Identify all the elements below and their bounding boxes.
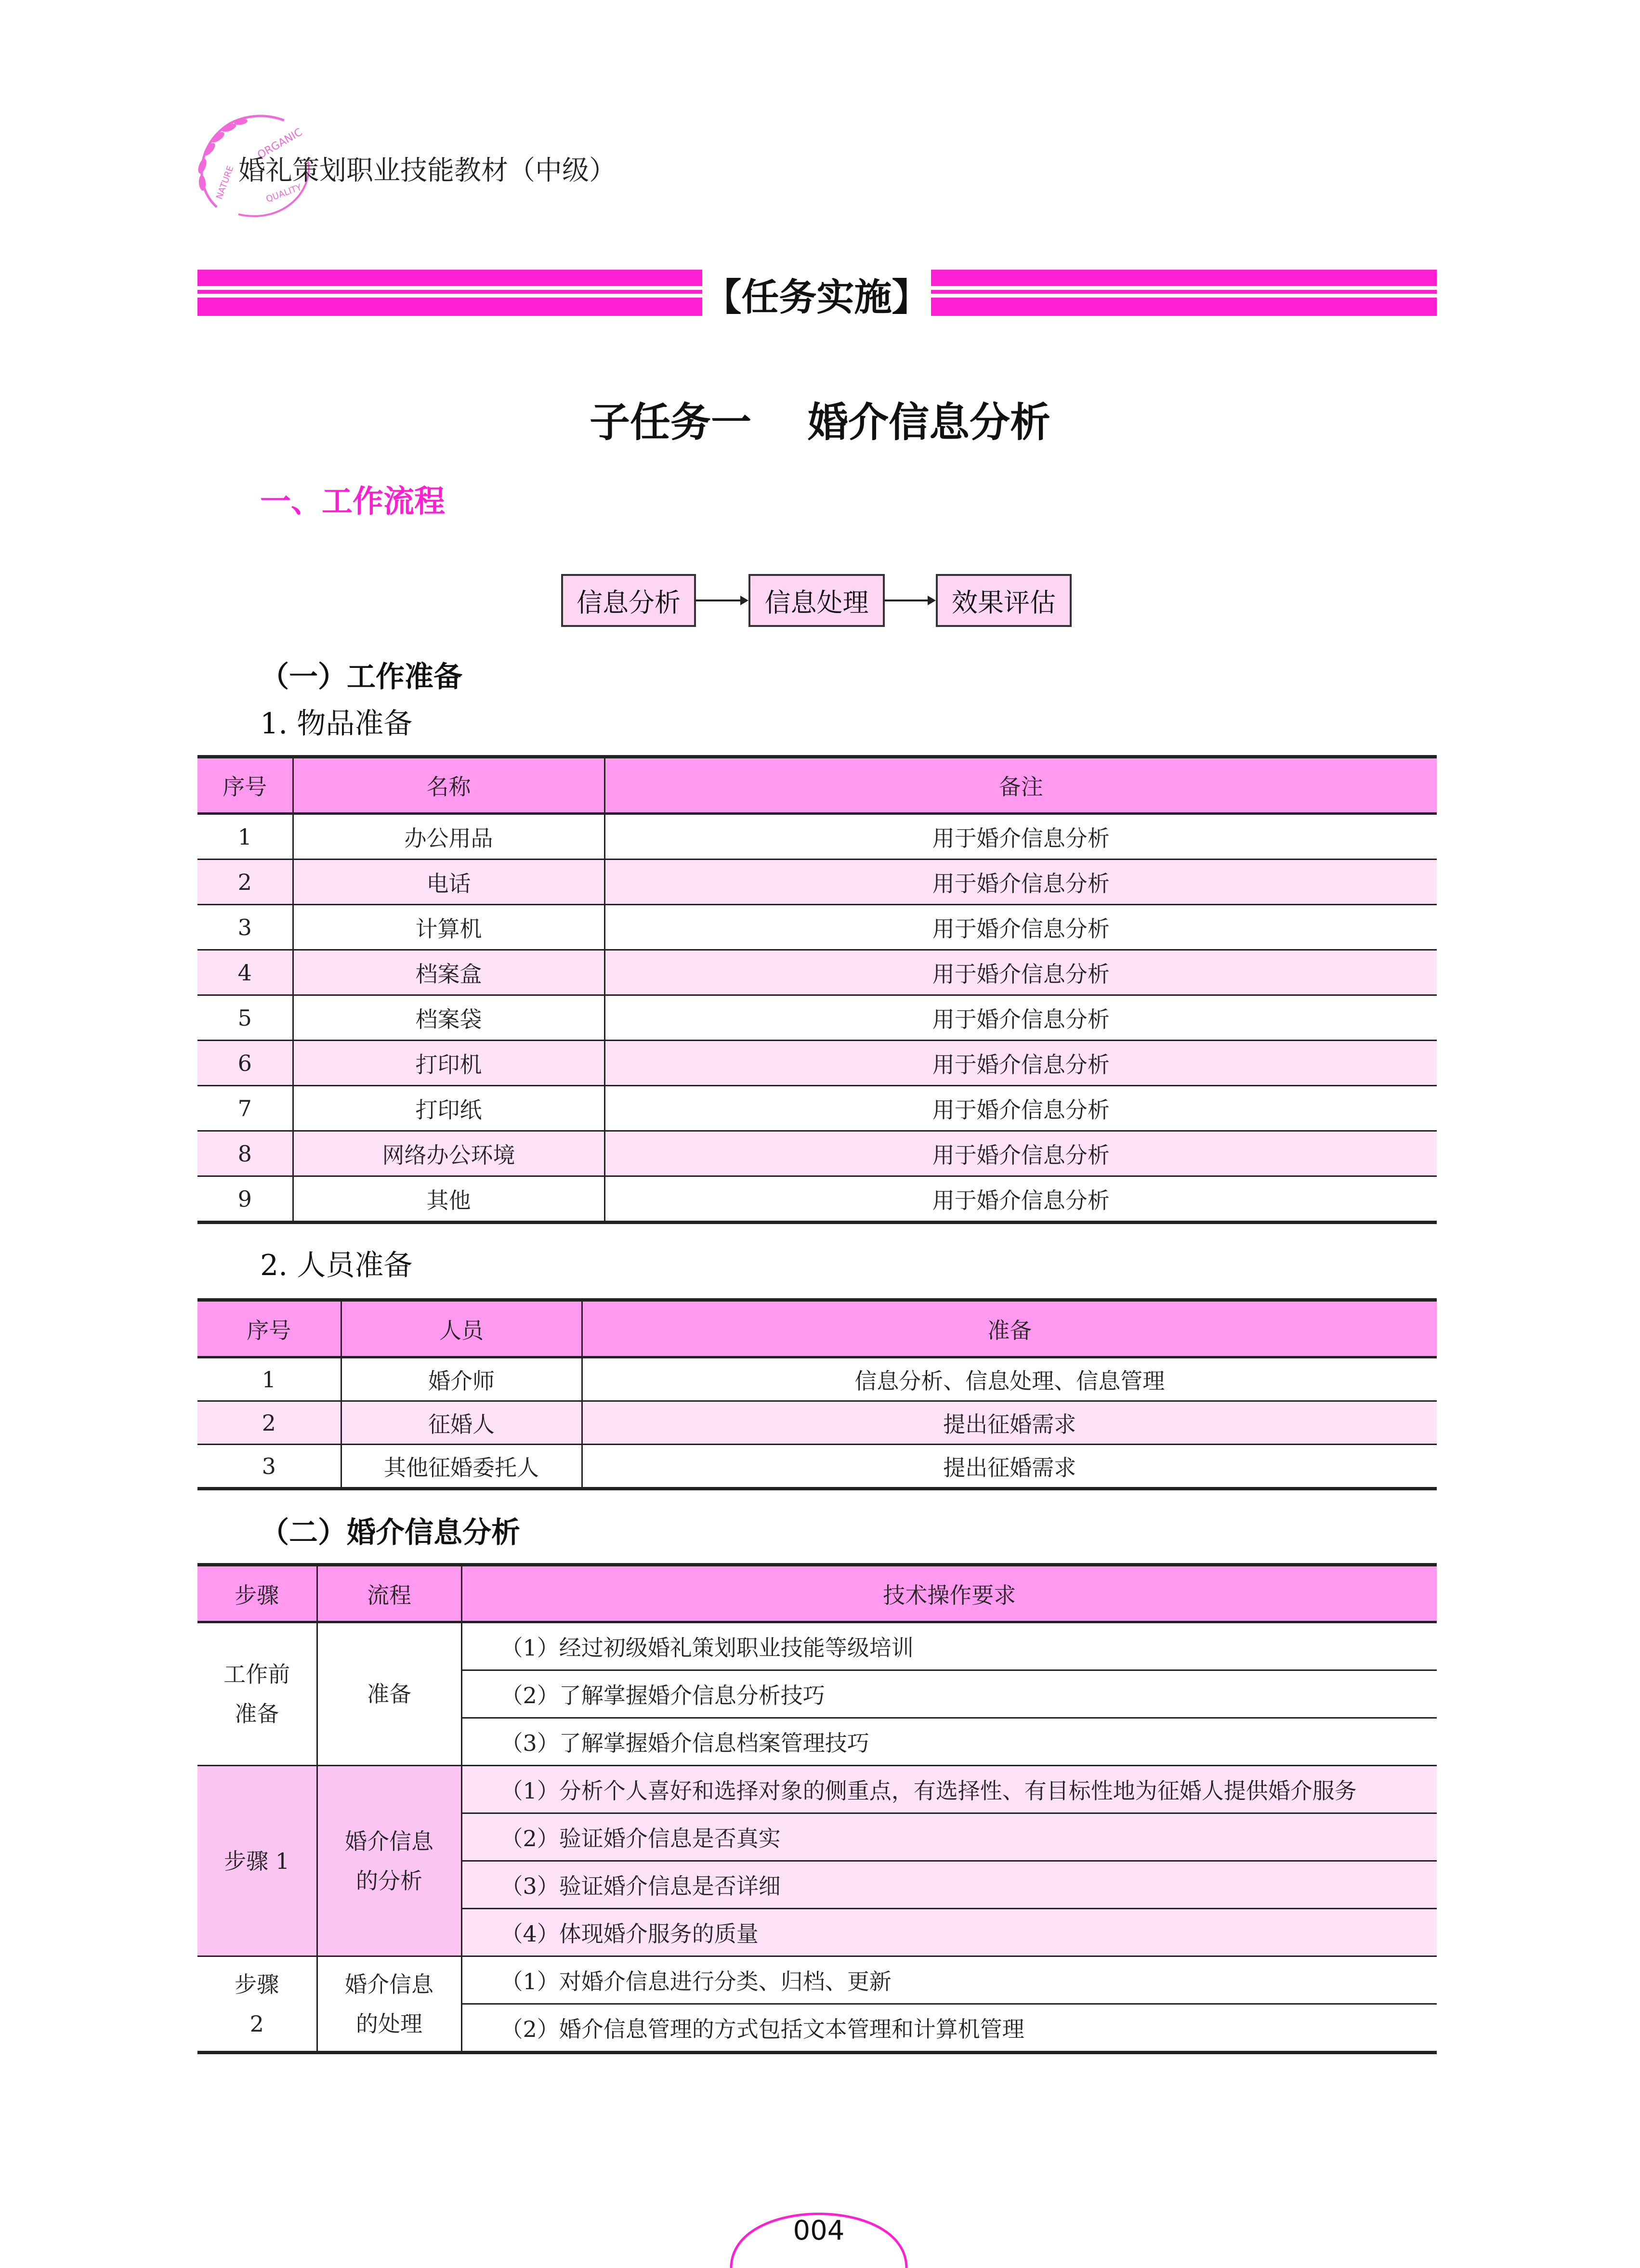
table-row (197, 905, 1437, 950)
table-cell: 6 (197, 1041, 293, 1086)
items-table (197, 755, 1437, 1224)
requirement-cell: （1）分析个人喜好和选择对象的侧重点，有选择性、有目标性地为征婚人提供婚介服务 (461, 1766, 1437, 1813)
table-cell: 用于婚介信息分析 (604, 814, 1437, 860)
requirement-cell: （1）经过初级婚礼策划职业技能等级培训 (461, 1622, 1437, 1670)
table-cell: 用于婚介信息分析 (604, 995, 1437, 1041)
table-row (197, 1041, 1437, 1086)
requirement-cell: （2）婚介信息管理的方式包括文本管理和计算机管理 (461, 2004, 1437, 2053)
table-row (197, 995, 1437, 1041)
table-cell: 计算机 (293, 905, 604, 950)
header-cell: 名称 (293, 757, 604, 814)
subtask-title: 子任务一 婚介信息分析 (590, 398, 1050, 446)
requirement-cell: （2）了解掌握婚介信息分析技巧 (461, 1670, 1437, 1718)
table-cell: 用于婚介信息分析 (604, 860, 1437, 905)
table-cell: 用于婚介信息分析 (604, 1086, 1437, 1131)
table-cell: 2 (197, 860, 293, 905)
header-cell: 序号 (197, 757, 293, 814)
requirement-cell: （1）对婚介信息进行分类、归档、更新 (461, 1956, 1437, 2004)
table-cell: 7 (197, 1086, 293, 1131)
header-cell: 人员 (341, 1300, 582, 1357)
header-cell: 准备 (582, 1300, 1437, 1357)
heading-work-prep: （一）工作准备 (260, 660, 462, 694)
operations-table (197, 1563, 1437, 2054)
flow-step-box: 信息分析 (561, 574, 696, 627)
banner-title: 【任务实施】 (704, 276, 930, 319)
heading-items-prep: 1. 物品准备 (260, 707, 413, 741)
requirement-cell: （3）验证婚介信息是否详细 (461, 1861, 1437, 1909)
table-cell: 提出征婚需求 (582, 1445, 1437, 1489)
table-cell: 用于婚介信息分析 (604, 950, 1437, 995)
table-row (197, 1131, 1437, 1176)
table-row (197, 950, 1437, 995)
heading-analysis: （二）婚介信息分析 (260, 1516, 520, 1550)
table-cell: 档案袋 (293, 995, 604, 1041)
flow-arrow-icon (696, 593, 748, 608)
table-cell: 用于婚介信息分析 (604, 1041, 1437, 1086)
flow-step-box: 信息处理 (748, 574, 885, 627)
svg-text:QUALITY: QUALITY (264, 182, 303, 205)
table-cell: 办公用品 (293, 814, 604, 860)
table-cell: 用于婚介信息分析 (604, 1131, 1437, 1176)
table-cell: 8 (197, 1131, 293, 1176)
table-cell: 信息分析、信息处理、信息管理 (582, 1357, 1437, 1401)
staff-table (197, 1298, 1437, 1490)
table-cell: 4 (197, 950, 293, 995)
header-cell: 序号 (197, 1300, 341, 1357)
table-row (197, 1086, 1437, 1131)
requirement-cell: （4）体现婚介服务的质量 (461, 1909, 1437, 1956)
table-row (197, 1357, 1437, 1401)
table-row (197, 1622, 1437, 1670)
table-cell: 用于婚介信息分析 (604, 1176, 1437, 1223)
flow-arrow-icon (885, 593, 936, 608)
svg-text:NATURE: NATURE (214, 164, 236, 201)
section-heading-workflow: 一、工作流程 (260, 484, 445, 520)
table-cell: 提出征婚需求 (582, 1401, 1437, 1445)
banner-stripe-left (197, 270, 702, 316)
table-row (197, 1445, 1437, 1489)
table-cell: 9 (197, 1176, 293, 1223)
book-title: 婚礼策划职业技能教材（中级） (238, 155, 616, 186)
process-cell: 婚介信息 的分析 (317, 1766, 461, 1956)
table-row (197, 814, 1437, 860)
table-cell: 3 (197, 905, 293, 950)
table-row (197, 860, 1437, 905)
header-cell: 步骤 (197, 1565, 317, 1622)
table-cell: 征婚人 (341, 1401, 582, 1445)
flow-step-box: 效果评估 (936, 574, 1072, 627)
header-cell: 流程 (317, 1565, 461, 1622)
table-header-row (197, 1565, 1437, 1622)
table-cell: 电话 (293, 860, 604, 905)
table-cell: 档案盒 (293, 950, 604, 995)
requirement-cell: （2）验证婚介信息是否真实 (461, 1813, 1437, 1861)
step-cell: 工作前 准备 (197, 1622, 317, 1766)
table-cell: 3 (197, 1445, 341, 1489)
header-cell: 备注 (604, 757, 1437, 814)
table-cell: 婚介师 (341, 1357, 582, 1401)
table-header-row (197, 757, 1437, 814)
table-row (197, 1766, 1437, 1813)
header-cell: 技术操作要求 (461, 1565, 1437, 1622)
table-row (197, 1956, 1437, 2004)
table-cell: 打印纸 (293, 1086, 604, 1131)
page-number: 004 (793, 2215, 845, 2246)
table-cell: 打印机 (293, 1041, 604, 1086)
table-cell: 用于婚介信息分析 (604, 905, 1437, 950)
table-cell: 其他征婚委托人 (341, 1445, 582, 1489)
table-header-row (197, 1300, 1437, 1357)
table-cell: 网络办公环境 (293, 1131, 604, 1176)
table-row (197, 1401, 1437, 1445)
banner-stripe-right (931, 270, 1437, 316)
requirement-cell: （3）了解掌握婚介信息档案管理技巧 (461, 1718, 1437, 1766)
step-cell: 步骤 2 (197, 1956, 317, 2053)
table-row (197, 1176, 1437, 1223)
table-cell: 1 (197, 814, 293, 860)
process-cell: 婚介信息 的处理 (317, 1956, 461, 2053)
svg-text:ORGANIC: ORGANIC (255, 126, 305, 162)
table-cell: 其他 (293, 1176, 604, 1223)
table-cell: 5 (197, 995, 293, 1041)
process-cell: 准备 (317, 1622, 461, 1766)
table-cell: 2 (197, 1401, 341, 1445)
heading-staff-prep: 2. 人员准备 (260, 1249, 413, 1282)
step-cell: 步骤 1 (197, 1766, 317, 1956)
table-cell: 1 (197, 1357, 341, 1401)
